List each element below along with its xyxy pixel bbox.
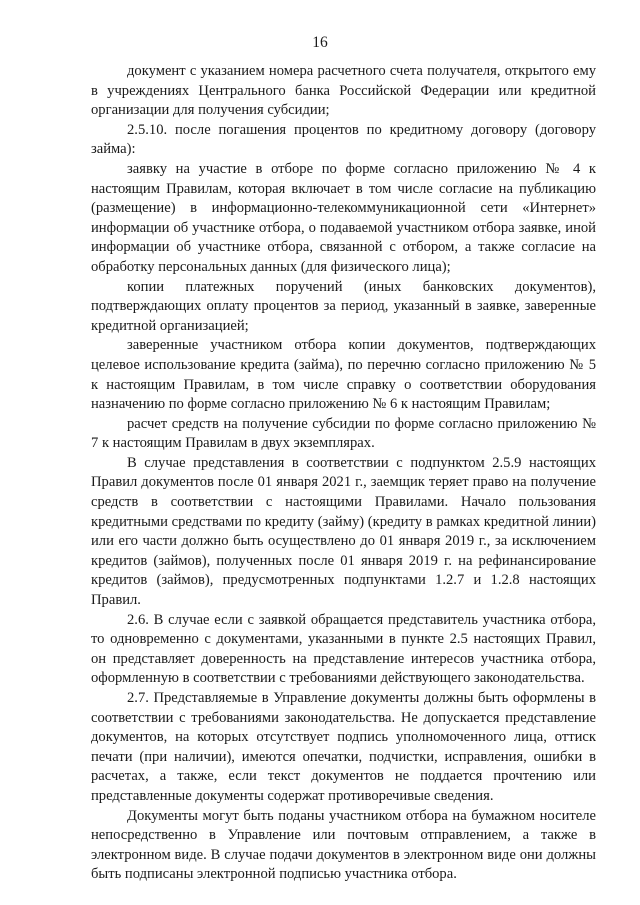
paragraph-deadline-conditions: В случае представления в соответствии с подпунктом 2.5.9 настоящих Правил документов после 01 января 2021 г., заемщик теряет право на получение средств в соответствии с настоящими Правилами. Начало пользования кредитными средствами по кредиту (займу) (кредиту в рамках кредитной линии) или его части должно быть осуществлено до 01 января 2019 г., за исключением кредитов (займов), полученных после 01 января 2019 г. на рефинансирование кредитов (займов), предусмотренных подпунктами 1.2.7 и 1.2.8 настоящих Правил. [91,454,596,609]
paragraph-account-document: документ с указанием номера расчетного счета получателя, открытого ему в учреждениях Центрального банка Российской Федерации или кредитной организации для получения субсидии; [91,63,596,119]
paragraph-subsidy-calculation: расчет средств на получение субсидии по форме согласно приложению № 7 к настоящим Правилам в двух экземплярах. [91,415,596,452]
paragraph-2-6-representative: 2.6. В случае если с заявкой обращается представитель участника отбора, то одновременно с документами, указанными в пункте 2.5 настоящих Правил, он представляет доверенность на представление интересов участника отбора, оформленную в соответствии с требованиями действующего законодательства. [91,611,596,687]
paragraph-submission-methods: Документы могут быть поданы участником отбора на бумажном носителе непосредственно в Управление или почтовым отправлением, а также в электронном виде. В случае подачи документов в электронном виде они должны быть подписаны электронной подписью участника отбора. [91,807,596,883]
paragraph-application-form: заявку на участие в отборе по форме согласно приложению № 4 к настоящим Правилам, которая включает в том числе согласие на публикацию (размещение) в информационно-телекоммуникационной сети «Интернет» информации об участнике отбора, о подаваемой участником отбора заявке, иной информации об участнике отбора, связанной с отбором, а также согласие на обработку персональных данных (для физического лица); [91,160,596,275]
paragraph-certified-copies: заверенные участником отбора копии документов, подтверждающих целевое использование кредита (займа), по перечню согласно приложению № 5 к настоящим Правилам, в том числе справку о соответствии оборудования назначению по форме согласно приложению № 6 к настоящим Правилам; [91,337,596,413]
paragraph-payment-orders: копии платежных поручений (иных банковских документов), подтверждающих оплату процентов за период, указанный в заявке, заверенные кредитной организацией; [91,278,596,334]
document-body [91,62,596,885]
paragraph-2-7-requirements: 2.7. Представляемые в Управление документы должны быть оформлены в соответствии с требованиями законодательства. Не допускается представление документов, на которых отсутствует подпись уполномоченного лица, оттиск печати (при наличии), имеются опечатки, подчистки, исправления, ошибки в расчетах, а также, если текст документов не поддается прочтению или представленные документы содержат противоречивые сведения. [91,690,596,804]
page-number: 16 [312,34,328,51]
paragraph-2-5-10: 2.5.10. после погашения процентов по кредитному договору (договору займа): [91,121,596,158]
